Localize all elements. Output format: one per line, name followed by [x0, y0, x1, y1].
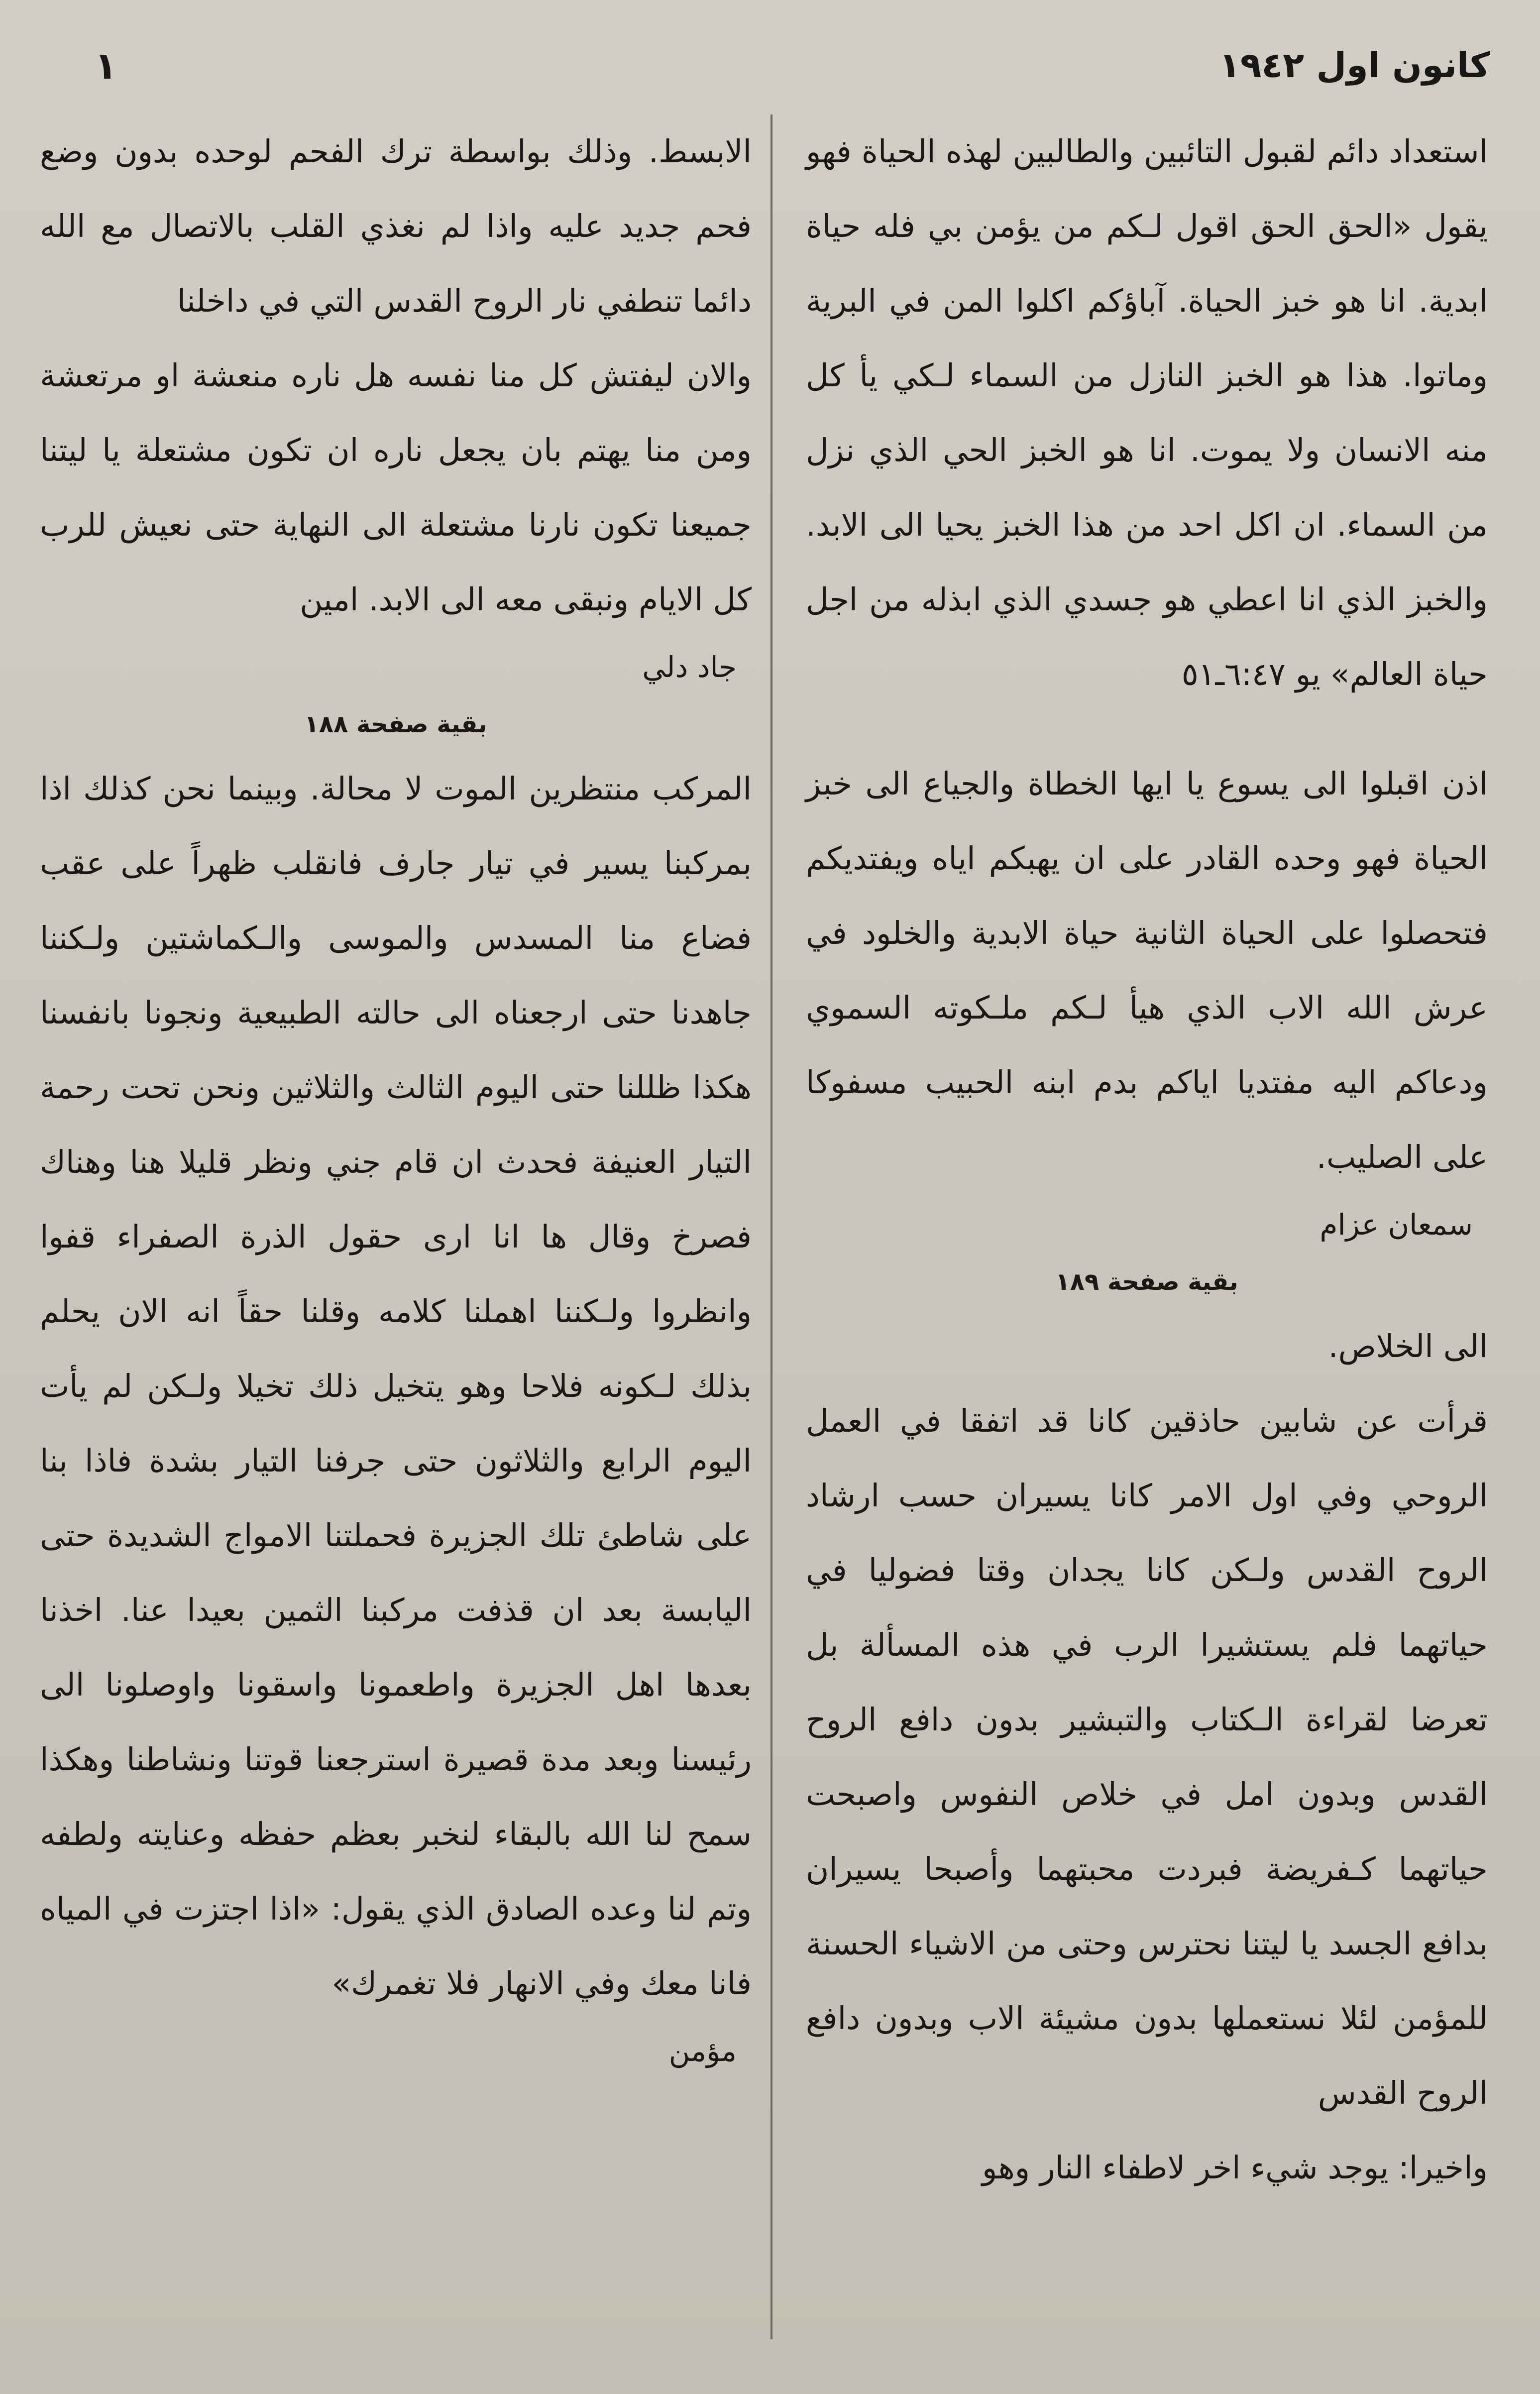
article-bread-of-life-text: استعداد دائم لقبول التائبين والطالبين لهذه الحياة فهو يقول «الحق الحق اقول لـكم من يؤمن بي فله حياة ابدية. انا هو خبز الحياة. آباؤكم اكلوا المن في البرية وماتوا. هذا هو الخبز النازل من السماء لـكي يأ كل منه الانسان ولا يموت. انا هو الخبز الحي الذي نزل من السماء. ان اكل احد من هذا الخبز يحيا الى الابد. والخبز الذي انا اعطي هو جسدي الذي ابذله من اجل حياة العالم» يو ٦:٤٧ـ٥١	[806, 133, 1488, 692]
article-fire-closing: والان ليفتش كل منا نفسه هل ناره منعشة او مرتعشة ومن منا يهتم بان يجعل ناره ان تكون مشتعلة يا ليتنا جميعنا تكون نارنا مشتعلة الى النهاية حتى نعيش للرب كل الايام ونبقى معه الى الابد. امين	[40, 357, 752, 618]
column-divider	[770, 114, 772, 2339]
article-fire-continuation: الابسط. وذلك بواسطة ترك الفحم لوحده بدون وضع فحم جديد عليه واذا لم نغذي القلب بالاتصال مع الله دائما تنطفي نار الروح القدس التي في داخلنا	[40, 133, 752, 319]
page-header	[65, 35, 1490, 105]
author-signature-jad-dali: جاد دلي	[642, 650, 737, 684]
author-signature-simaan-azzam: سمعان عزام	[1320, 1208, 1473, 1242]
article-fire-paragraph: قرأت عن شابين حاذقين كانا قد اتفقا في العمل الروحي وفي اول الامر كانا يسيران حسب ارشاد الروح القدس ولـكن كانا يجدان وقتا فضوليا في حياتهما فلم يستشيرا الرب في هذه المسألة بل تعرضا لقراءة الـكتاب والتبشير بدون دافع الروح القدس وبدون امل في خلاص النفوس واصبحت حياتهما كـفريضة فبردت محبتهما وأصبحا يسيران بدافع الجسد يا ليتنا نحترس وحتى من الاشياء الحسنة للمؤمن لئلا نستعملها بدون مشيئة الاب وبدون دافع الروح القدس	[806, 1403, 1488, 2111]
right-column	[806, 114, 1488, 2349]
article-fire-finally: واخيرا: يوجد شيء اخر لاطفاء النار وهو	[982, 2150, 1488, 2186]
author-signature-momen: مؤمن	[668, 2034, 737, 2068]
issue-date: كانون اول ١٩٤٢	[1219, 45, 1490, 86]
continuation-note: بقية صفحة ١٨٨	[304, 710, 487, 738]
article-bread-of-life-conclusion: اذن اقبلوا الى يسوع يا ايها الخطاة والجياع الى خبز الحياة فهو وحده القادر على ان يهبكم اياه ويفتديكم فتحصلوا على الحياة الثانية حياة الابدية والخلود في عرش الله الاب الذي هيأ لـكم ملـكوته السموي ودعاكم اليه مفتديا اياكم بدم ابنه الحبيب مسفوكا على الصليب.	[806, 766, 1488, 1175]
page-number: ١	[95, 45, 117, 88]
article-boat-story: المركب منتظرين الموت لا محالة. وبينما نحن كذلك اذا بمركبنا يسير في تيار جارف فانقلب ظهراً على عقب فضاع منا المسدس والموسى والـكماشتين ولـكننا جاهدنا حتى ارجعناه الى حالته الطبيعية ونجونا بانفسنا هكذا ظللنا حتى اليوم الثالث والثلاثين ونحن تحت رحمة التيار العنيفة فحدث ان قام جني ونظر قليلا هنا وهناك فصرخ وقال ها انا ارى حقول الذرة الصفراء قفوا وانظروا ولـكننا اهملنا كلامه وقلنا حقاً انه الان يحلم بذلك لـكونه فلاحا وهو يتخيل ذلك تخيلا ولـكن لم يأت اليوم الرابع والثلاثون حتى جرفنا التيار بشدة فاذا بنا على شاطئ تلك الجزيرة فحملتنا الامواج الشديدة حتى اليابسة بعد ان قذفت مركبنا الثمين بعيدا عنا. اخذنا بعدها اهل الجزيرة واطعمونا واسقونا واوصلونا الى رئيسنا وبعد مدة قصيرة استرجعنا قوتنا ونشاطنا وهكذا سمح لنا الله بالبقاء لنخبر بعظم حفظه وعنايته ولطفه وتم لنا وعده الصادق الذي يقول: «اذا اجتزت في المياه فانا معك وفي الانهار فلا تغمرك»	[40, 771, 752, 2002]
article-fire-intro: الى الخلاص.	[1328, 1328, 1488, 1365]
continuation-note: بقية صفحة ١٨٩	[1055, 1268, 1238, 1296]
left-column	[40, 114, 752, 2349]
